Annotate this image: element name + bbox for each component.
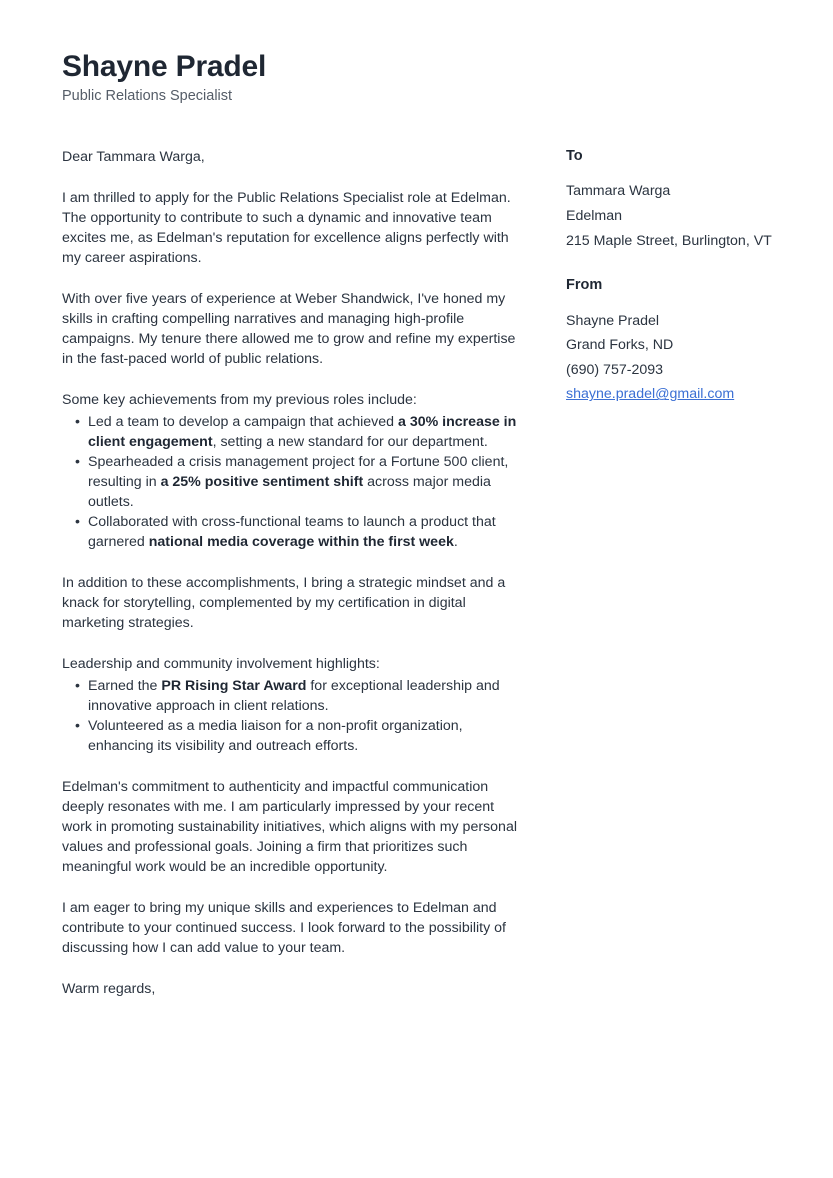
salutation: Dear Tammara Warga,	[62, 149, 205, 165]
list-item-text-post: .	[453, 534, 458, 550]
paragraph-company-fit: Edelman's commitment to authenticity and impactful communication deeply resonates with me. I am particularly impressed by your recent work in promoting sustainability initiatives, which aligns with my personal values and professional goals. Joining a firm that prioritizes such meaningful work would be an incredible opportunity.	[62, 779, 517, 875]
list-item-emphasis: a 30% increase in client engagement	[88, 414, 517, 450]
recipient-address: 215 Maple Street, Burlington, VT	[566, 232, 772, 249]
list-item	[62, 412, 522, 452]
list-item	[62, 716, 522, 756]
recipient-company: Edelman	[566, 207, 622, 224]
list-item-emphasis: national media coverage within the first week	[148, 534, 454, 550]
contact-column	[566, 148, 796, 431]
sender-heading: From	[566, 277, 603, 294]
sender-email-link[interactable]: shayne.pradel@gmail.com	[566, 386, 735, 403]
list-item-emphasis: a 25% positive sentiment shift	[160, 474, 364, 490]
sender-location: Grand Forks, ND	[566, 337, 674, 354]
recipient-name: Tammara Warga	[566, 183, 671, 200]
list-item-text-pre: Spearheaded a crisis management project for a Fortune 500 client, resulting in	[88, 454, 509, 490]
letter-header	[62, 50, 582, 105]
list-item-text-post: for exceptional leadership and innovative approach in client relations.	[88, 678, 500, 714]
list-item-emphasis: PR Rising Star Award	[161, 678, 307, 694]
page-title: Shayne Pradel	[62, 50, 267, 83]
paragraph-skills: In addition to these accomplishments, I bring a strategic mindset and a knack for storytelling, complemented by my certification in digital marketing strategies.	[62, 575, 506, 631]
paragraph-call-to-action: I am eager to bring my unique skills and experiences to Edelman and contribute to your continued success. I look forward to the possibility of discussing how I can add value to your team.	[62, 900, 506, 956]
list-item-text-post: across major media outlets.	[88, 474, 491, 510]
list-item	[62, 676, 522, 716]
list-item-text-pre: Earned the	[88, 678, 162, 694]
list-item	[62, 512, 522, 552]
recipient-block	[566, 148, 796, 253]
paragraph-experience: With over five years of experience at Weber Shandwick, I've honed my skills in crafting compelling narratives and managing high-profile campaigns. My tenure there allowed me to grow and refine my expertise in the fast-paced world of public relations.	[62, 291, 516, 367]
sender-block	[566, 277, 796, 407]
sender-phone: (690) 757-2093	[566, 361, 664, 378]
job-title: Public Relations Specialist	[62, 87, 233, 104]
closing-salutation: Warm regards,	[62, 981, 156, 997]
sender-name: Shayne Pradel	[566, 312, 660, 329]
recipient-heading: To	[566, 148, 583, 164]
leadership-intro: Leadership and community involvement highlights:	[62, 656, 380, 672]
list-item-text-post: , setting a new standard for our department.	[212, 434, 488, 450]
list-item-text-pre: Collaborated with cross-functional teams to launch a product that garnered	[88, 514, 496, 550]
letter-body	[62, 147, 522, 999]
paragraph-intro: I am thrilled to apply for the Public Relations Specialist role at Edelman. The opportunity to contribute to such a dynamic and innovative team excites me, as Edelman's reputation for excellence aligns perfectly with my career aspirations.	[62, 190, 511, 266]
leadership-list	[62, 676, 522, 756]
achievements-list	[62, 412, 522, 552]
achievements-intro: Some key achievements from my previous roles include:	[62, 392, 417, 408]
list-item-text-pre: Volunteered as a media liaison for a non-profit organization, enhancing its visibility and outreach efforts.	[88, 718, 463, 754]
list-item-text-pre: Led a team to develop a campaign that achieved	[88, 414, 398, 430]
list-item	[62, 452, 522, 512]
